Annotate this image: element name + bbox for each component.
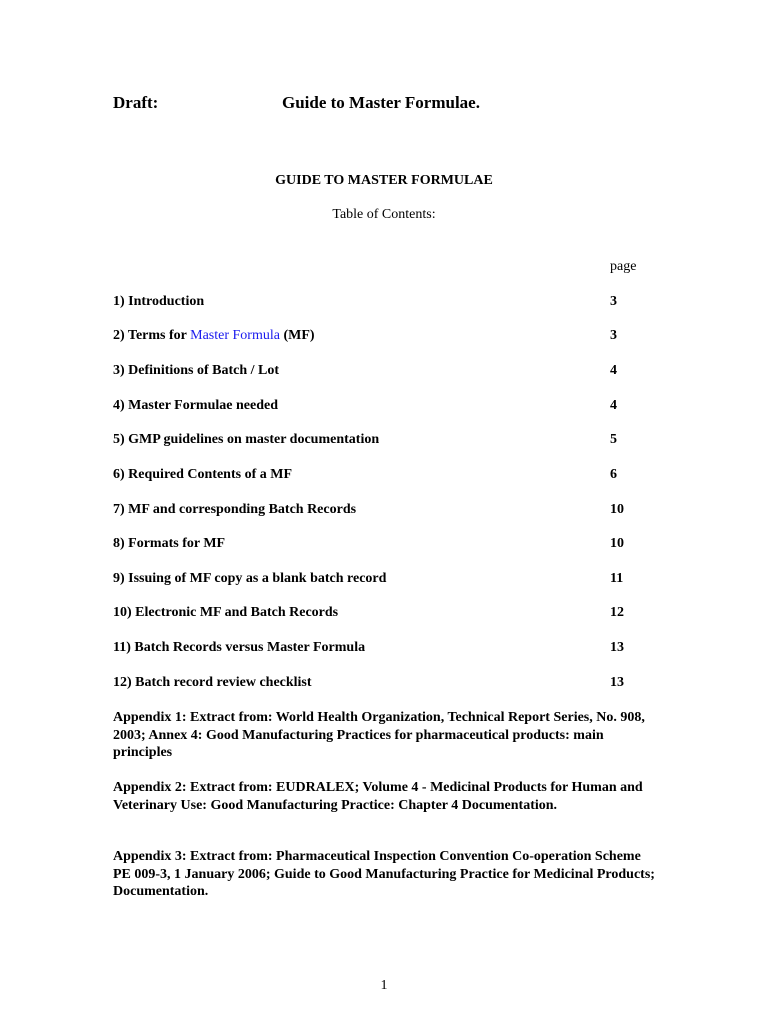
toc-entry-page: 6	[610, 467, 617, 482]
page-column-label: page	[610, 259, 637, 274]
toc-heading: Table of Contents:	[332, 207, 436, 222]
toc-entry-page: 10	[610, 502, 624, 517]
toc-entry-label: 3) Definitions of Batch / Lot	[113, 363, 280, 378]
appendix-2: Appendix 2: Extract from: EUDRALEX; Volume 4 - Medicinal Products for Human and Veterinary Use: Good Manufacturing Practice: Chapter 4 Documentation.	[113, 780, 643, 813]
toc-entry-page: 4	[610, 398, 617, 413]
header-title: Guide to Master Formulae.	[282, 93, 480, 112]
toc-entry-page: 3	[610, 294, 617, 309]
toc-entry-label: 4) Master Formulae needed	[113, 398, 278, 413]
toc-entry-page: 13	[610, 675, 624, 690]
toc-entry-label: 11) Batch Records versus Master Formula	[113, 640, 366, 655]
toc-entry-label: 1) Introduction	[113, 294, 205, 309]
document-title: GUIDE TO MASTER FORMULAE	[275, 173, 493, 188]
master-formula-link[interactable]: Master Formula	[190, 328, 280, 343]
toc-entry-label-after: (MF)	[279, 328, 315, 343]
page-number: 1	[380, 978, 388, 993]
toc-entry-label: 9) Issuing of MF copy as a blank batch record	[113, 571, 387, 586]
toc-entry-page: 5	[610, 432, 617, 447]
toc-entry-label: 6) Required Contents of a MF	[113, 467, 293, 482]
toc-entry-label-before: 2) Terms for	[113, 328, 191, 343]
toc-entry-page: 4	[610, 363, 617, 378]
toc-entry-page: 3	[610, 328, 617, 343]
toc-entry-label: 10) Electronic MF and Batch Records	[113, 605, 339, 620]
toc-entry-label: 8) Formats for MF	[113, 536, 226, 551]
toc-entry-page: 10	[610, 536, 624, 551]
appendix-1: Appendix 1: Extract from: World Health Organization, Technical Report Series, No. 908, 2003; Annex 4: Good Manufacturing Practices for pharmaceutical products: main principles	[113, 710, 645, 760]
toc-entry-page: 12	[610, 605, 624, 620]
toc-entry-label	[113, 328, 315, 344]
draft-label: Draft:	[113, 93, 159, 112]
toc-entry-page: 13	[610, 640, 624, 655]
toc-entry-label: 7) MF and corresponding Batch Records	[113, 502, 357, 517]
toc-entry-label: 12) Batch record review checklist	[113, 675, 312, 690]
toc-entry-page: 11	[610, 571, 624, 586]
toc-entry-label: 5) GMP guidelines on master documentation	[113, 432, 380, 447]
appendix-3: Appendix 3: Extract from: Pharmaceutical Inspection Convention Co-operation Scheme PE 009-3, 1 January 2006; Guide to Good Manufacturing Practice for Medicinal Products; Documentation.	[113, 849, 655, 899]
